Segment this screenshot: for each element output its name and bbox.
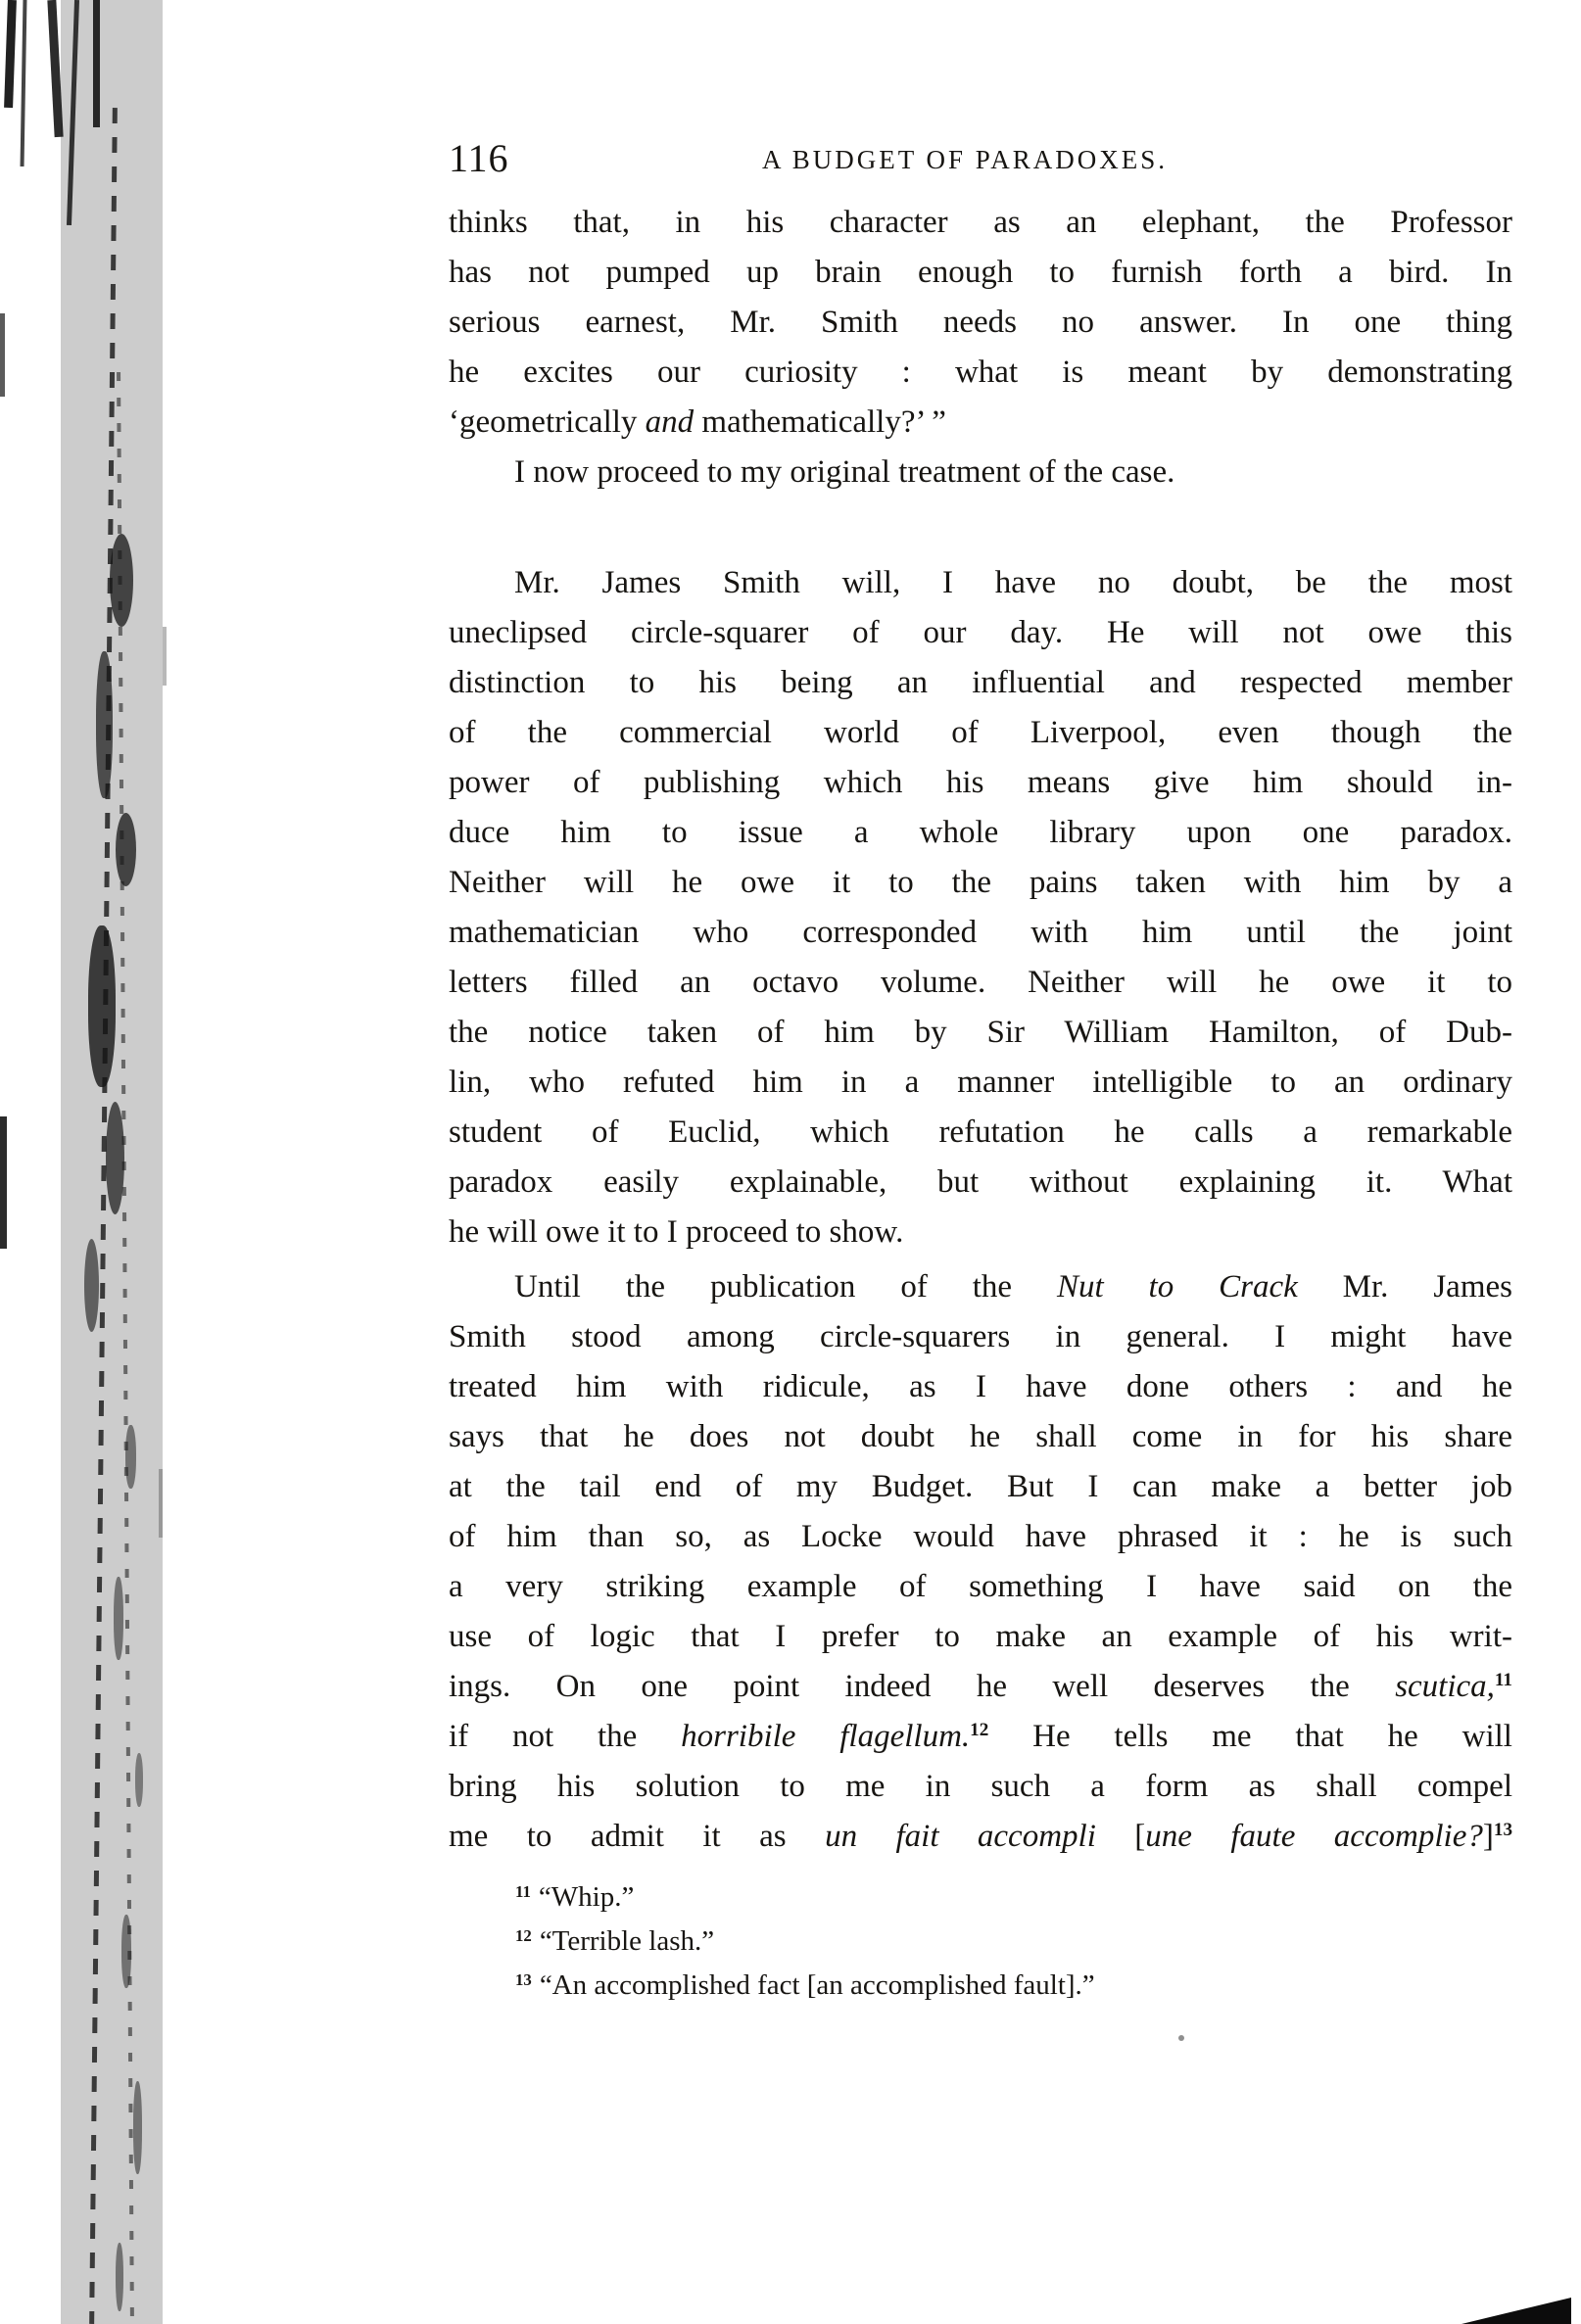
text-segment: mathematically?’ ” <box>694 404 946 440</box>
text-line <box>449 1262 1512 1312</box>
text-segment: distinction to his being an influential and respected member <box>449 665 1512 700</box>
scan-artifact <box>110 534 133 627</box>
text-line <box>449 908 1512 958</box>
text-line <box>449 658 1512 708</box>
text-line <box>449 1762 1512 1812</box>
footnote-line <box>515 1964 1512 2008</box>
scan-artifact <box>0 1116 7 1249</box>
italic-text: un fait accompli <box>825 1819 1096 1854</box>
text-line <box>449 1712 1512 1762</box>
text-line <box>449 958 1512 1008</box>
text-line <box>449 808 1512 858</box>
text-line <box>449 1812 1512 1862</box>
footnote-marker: 12 <box>515 1925 532 1945</box>
italic-text: horribile flagellum. <box>681 1719 971 1754</box>
scan-artifact <box>93 0 100 127</box>
text-segment: bring his solution to me in such a form as shall compel <box>449 1769 1512 1804</box>
text-line <box>449 1662 1512 1712</box>
italic-text: une faute accomplie? <box>1145 1819 1483 1854</box>
text-segment: ‘geometrically <box>449 404 646 440</box>
footnote-marker: 11 <box>515 1881 531 1901</box>
scan-artifact <box>116 2243 123 2311</box>
text-segment: he excites our curiosity : what is meant by demonstrating <box>449 355 1512 390</box>
text-line <box>449 1108 1512 1158</box>
scan-artifact <box>106 1102 124 1214</box>
italic-text: scutica, <box>1395 1669 1495 1704</box>
text-segment: says that he does not doubt he shall come in for his share <box>449 1419 1512 1454</box>
scan-artifact <box>135 1753 143 1807</box>
scan-artifact <box>84 1239 99 1332</box>
text-line <box>449 1058 1512 1108</box>
scan-artifact <box>96 651 113 798</box>
text-line <box>449 248 1512 298</box>
text-line <box>449 1462 1512 1512</box>
text-segment: thinks that, in his character as an elephant, the Professor <box>449 205 1512 240</box>
text-segment: “Terrible lash.” <box>539 1925 715 1957</box>
scan-artifact <box>125 1425 136 1489</box>
text-segment: of the commercial world of Liverpool, even though the <box>449 715 1512 750</box>
text-segment: Until the publication of the <box>514 1269 1057 1304</box>
text-line <box>449 1412 1512 1462</box>
text-segment: if not the <box>449 1719 682 1754</box>
text-line <box>449 448 1512 498</box>
text-segment: duce him to issue a whole library upon one paradox. <box>449 815 1512 850</box>
paragraph-nut-to-crack <box>449 1262 1512 1862</box>
text-segment: He tells me that he will <box>988 1719 1512 1754</box>
text-line <box>449 1312 1512 1362</box>
text-segment: Neither will he owe it to the pains taken with him by a <box>449 865 1512 900</box>
text-line <box>449 858 1512 908</box>
text-segment: paradox easily explainable, but without explaining it. What <box>449 1164 1512 1200</box>
scan-artifact <box>114 1577 123 1660</box>
text-segment: lin, who refuted him in a manner intelligible to an ordinary <box>449 1065 1512 1100</box>
text-segment: student of Euclid, which refutation he calls a remarkable <box>449 1115 1512 1150</box>
text-line <box>449 1008 1512 1058</box>
text-segment: of him than so, as Locke would have phrased it : he is such <box>449 1519 1512 1554</box>
footnote-marker: 13 <box>1493 1820 1512 1841</box>
footnotes <box>449 1875 1512 2008</box>
footnote-marker: 11 <box>1494 1670 1512 1691</box>
scan-artifact <box>133 2081 142 2174</box>
scan-artifact <box>159 1469 163 1538</box>
text-segment: use of logic that I prefer to make an example of his writ- <box>449 1619 1512 1654</box>
text-segment: treated him with ridicule, as I have done others : and he <box>449 1369 1512 1404</box>
scan-artifact <box>0 313 5 397</box>
text-segment: a very striking example of something I have said on the <box>449 1569 1512 1604</box>
text-segment: I now proceed to my original treatment of the case. <box>514 454 1175 490</box>
body-text <box>449 198 1512 1862</box>
scan-artifact <box>121 1915 131 1988</box>
text-segment: “Whip.” <box>538 1881 635 1913</box>
text-line <box>449 1208 1512 1257</box>
scan-artifact <box>116 813 136 886</box>
text-segment: Mr. James <box>1297 1269 1512 1304</box>
scan-artifact <box>4 0 17 108</box>
text-line <box>449 298 1512 348</box>
text-column <box>449 135 1512 2008</box>
text-segment: me to admit it as <box>449 1819 826 1854</box>
text-segment: he will owe it to I proceed to show. <box>449 1214 904 1250</box>
footnote-line <box>515 1875 1512 1920</box>
text-segment: the notice taken of him by Sir William Hamilton, of Dub- <box>449 1015 1512 1050</box>
paragraph-continuation <box>449 198 1512 448</box>
running-title: A BUDGET OF PARADOXES. <box>761 145 1169 174</box>
text-line <box>449 558 1512 608</box>
text-line <box>449 608 1512 658</box>
text-line <box>449 1362 1512 1412</box>
text-segment: Smith stood among circle-squarers in general. I might have <box>449 1319 1512 1354</box>
text-line <box>449 1612 1512 1662</box>
text-line <box>449 1562 1512 1612</box>
text-segment: serious earnest, Mr. Smith needs no answer. In one thing <box>449 305 1512 340</box>
text-segment: “An accomplished fact [an accomplished fault].” <box>539 1969 1095 2001</box>
text-segment: ] <box>1482 1819 1494 1854</box>
text-line <box>449 1158 1512 1208</box>
text-line <box>449 758 1512 808</box>
text-segment: power of publishing which his means give him should in- <box>449 765 1512 800</box>
scan-stray-dot <box>1178 2035 1184 2041</box>
scan-artifact <box>21 0 27 166</box>
text-segment: mathematician who corresponded with him until the joint <box>449 915 1512 950</box>
text-line <box>449 708 1512 758</box>
text-segment: letters filled an octavo volume. Neither will he owe it to <box>449 965 1512 1000</box>
text-segment: has not pumped up brain enough to furnish forth a bird. In <box>449 255 1512 290</box>
page-header <box>449 135 1512 198</box>
footnote-marker: 12 <box>970 1720 989 1741</box>
text-line <box>449 398 1512 448</box>
footnote-marker: 13 <box>515 1969 532 1989</box>
italic-text: and <box>645 404 695 440</box>
text-segment: at the tail end of my Budget. But I can make a better job <box>449 1469 1512 1504</box>
text-line <box>449 1512 1512 1562</box>
footnote-line <box>515 1920 1512 1964</box>
text-segment: [ <box>1095 1819 1146 1854</box>
italic-text: Nut to Crack <box>1056 1269 1298 1304</box>
paragraph-james-smith <box>449 558 1512 1257</box>
text-segment: uneclipsed circle-squarer of our day. He will not owe this <box>449 615 1512 650</box>
text-segment: ings. On one point indeed he well deserves the <box>449 1669 1396 1704</box>
paragraph-proceed <box>449 448 1512 498</box>
scan-artifact <box>163 627 167 686</box>
text-segment: Mr. James Smith will, I have no doubt, be the most <box>514 565 1512 600</box>
scan-artifact <box>88 925 116 1087</box>
text-line <box>449 348 1512 398</box>
page-number: 116 <box>449 136 509 180</box>
scan-corner-wedge <box>1461 2298 1571 2324</box>
text-line <box>449 198 1512 248</box>
